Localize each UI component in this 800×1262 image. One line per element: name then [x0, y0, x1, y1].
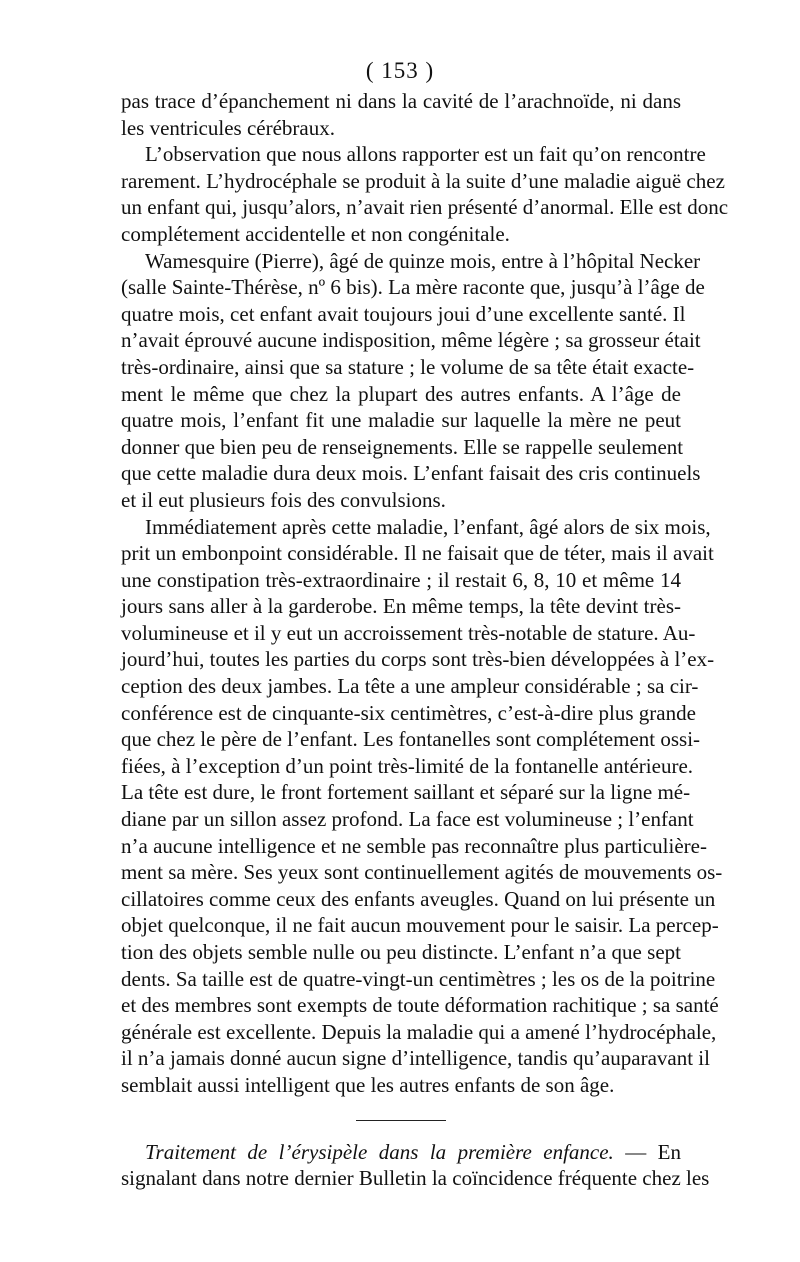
text-line: Immédiatement après cette maladie, l’enfant, âgé alors de six mois,: [145, 514, 711, 539]
text-line: ment sa mère. Ses yeux sont continuellement agités de mouvements os-: [121, 860, 723, 885]
text-line: générale est excellente. Depuis la maladie qui a amené l’hydrocéphale,: [121, 1019, 717, 1044]
section-heading: Traitement de l’érysipèle dans la première enfance.: [145, 1139, 614, 1164]
section-heading-line: [121, 1139, 681, 1166]
paragraph-1: [121, 88, 681, 141]
text-line: n’a aucune intelligence et ne semble pas reconnaître plus particulière-: [121, 833, 707, 858]
text-line: La tête est dure, le front fortement saillant et séparé sur la ligne mé-: [121, 780, 691, 805]
paragraph-3: [121, 248, 705, 514]
text-line: quatre mois, l’enfant fit une maladie sur laquelle la mère ne peut: [121, 408, 681, 433]
text-line: et il eut plusieurs fois des convulsions.: [121, 487, 446, 512]
text-line: Wamesquire (Pierre), âgé de quinze mois, entre à l’hôpital Necker: [145, 248, 701, 273]
text-line: une constipation très-extraordinaire ; il restait 6, 8, 10 et même 14: [121, 567, 681, 592]
paragraph-4: [121, 514, 723, 1099]
text-line: les ventricules cérébraux.: [121, 115, 335, 140]
text-line: semblait aussi intelligent que les autres enfants de son âge.: [121, 1072, 615, 1097]
text-line: pas trace d’épanchement ni dans la cavité de l’arachnoïde, ni dans: [121, 89, 681, 113]
text-line: quatre mois, cet enfant avait toujours joui d’une excellente santé. Il: [121, 301, 686, 326]
body-text: [121, 88, 729, 1192]
text-line: et des membres sont exempts de toute déformation rachitique ; sa santé: [121, 993, 719, 1018]
text-line: diane par un sillon assez profond. La face est volumineuse ; l’enfant: [121, 807, 694, 832]
text-line: L’observation que nous allons rapporter est un fait qu’on rencontre: [145, 142, 706, 167]
text-line: ment le même que chez la plupart des autres enfants. A l’âge de: [121, 381, 681, 406]
text-line: jours sans aller à la garderobe. En même temps, la tête devint très-: [121, 594, 681, 619]
section-paragraph: [121, 1139, 710, 1192]
text-line: complétement accidentelle et non congénitale.: [121, 221, 510, 246]
text-line: donner que bien peu de renseignements. Elle se rappelle seulement: [121, 434, 684, 459]
paragraph-2: [121, 141, 729, 247]
text-line: tion des objets semble nulle ou peu distincte. L’enfant n’a que sept: [121, 940, 681, 964]
page-number: ( 153 ): [365, 58, 435, 83]
text-line: n’avait éprouvé aucune indisposition, même légère ; sa grosseur était: [121, 328, 701, 353]
text-line: que chez le père de l’enfant. Les fontanelles sont complétement ossi-: [121, 727, 701, 752]
section-divider: [356, 1120, 446, 1121]
text-line: signalant dans notre dernier Bulletin la coïncidence fréquente chez les: [121, 1166, 710, 1191]
text-line: volumineuse et il y eut un accroissement très-notable de stature. Au-: [121, 620, 696, 645]
text-line: prit un embonpoint considérable. Il ne faisait que de téter, mais il avait: [121, 541, 714, 566]
text-line: dents. Sa taille est de quatre-vingt-un centimètres ; les os de la poitrine: [121, 966, 716, 991]
text-line: cillatoires comme ceux des enfants aveugles. Quand on lui présente un: [121, 886, 716, 911]
text-line: il n’a jamais donné aucun signe d’intelligence, tandis qu’auparavant il: [121, 1046, 710, 1071]
text-line: (salle Sainte-Thérèse, nº 6 bis). La mère raconte que, jusqu’à l’âge de: [121, 275, 705, 300]
text-line: conférence est de cinquante-six centimètres, c’est-à-dire plus grande: [121, 700, 696, 725]
text-line: rarement. L’hydrocéphale se produit à la suite d’une maladie aiguë chez: [121, 168, 725, 193]
section-heading-rest: — En: [613, 1139, 681, 1164]
text-line: ception des deux jambes. La tête a une ampleur considérable ; sa cir-: [121, 674, 699, 699]
text-line: un enfant qui, jusqu’alors, n’avait rien présenté d’anormal. Elle est donc: [121, 195, 729, 220]
text-line: fiées, à l’exception d’un point très-limité de la fontanelle antérieure.: [121, 753, 694, 778]
text-line: jourd’hui, toutes les parties du corps sont très-bien développées à l’ex-: [121, 647, 715, 672]
text-line: que cette maladie dura deux mois. L’enfant faisait des cris continuels: [121, 461, 701, 486]
text-line: objet quelconque, il ne fait aucun mouvement pour le saisir. La percep-: [121, 913, 719, 938]
text-line: très-ordinaire, ainsi que sa stature ; le volume de sa tête était exacte-: [121, 354, 695, 379]
